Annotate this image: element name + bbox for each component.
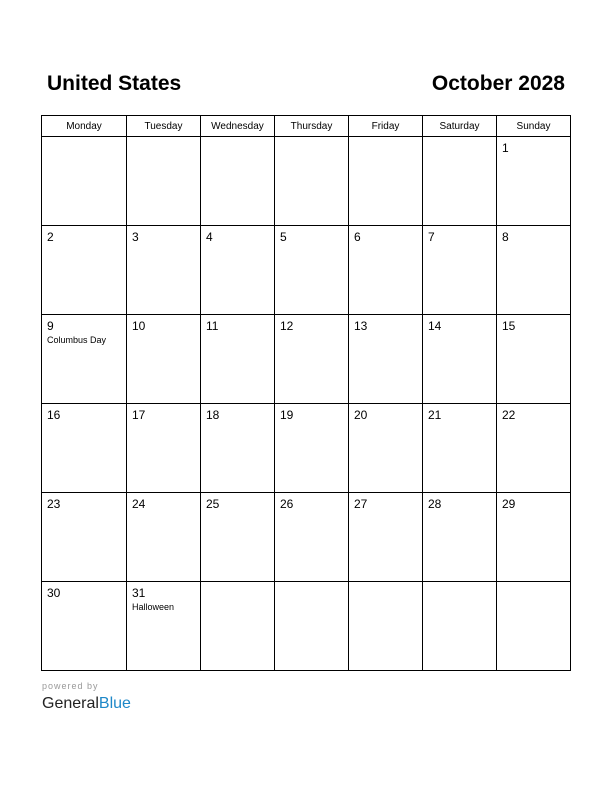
powered-by-label: powered by bbox=[42, 681, 99, 691]
day-cell bbox=[497, 582, 571, 671]
day-number: 18 bbox=[206, 408, 220, 422]
footer-branding bbox=[42, 681, 131, 714]
day-cell bbox=[275, 137, 349, 226]
day-cell bbox=[201, 493, 275, 582]
day-cell bbox=[349, 582, 423, 671]
weekday-header: Saturday bbox=[423, 116, 497, 137]
day-number: 6 bbox=[354, 230, 361, 244]
day-cell bbox=[423, 582, 497, 671]
week-row bbox=[42, 226, 571, 315]
day-cell bbox=[42, 582, 127, 671]
day-number: 9 bbox=[47, 319, 54, 333]
day-cell bbox=[275, 226, 349, 315]
day-cell bbox=[42, 137, 127, 226]
day-cell bbox=[201, 137, 275, 226]
day-number: 24 bbox=[132, 497, 146, 511]
week-row bbox=[42, 493, 571, 582]
day-cell bbox=[423, 137, 497, 226]
day-cell bbox=[127, 493, 201, 582]
weekday-header-row bbox=[42, 116, 571, 137]
day-cell bbox=[42, 226, 127, 315]
day-cell bbox=[423, 226, 497, 315]
brand-logo bbox=[42, 694, 131, 714]
day-number: 14 bbox=[428, 319, 442, 333]
day-number: 21 bbox=[428, 408, 442, 422]
holiday-label: Halloween bbox=[132, 602, 175, 612]
day-number: 3 bbox=[132, 230, 139, 244]
day-number: 20 bbox=[354, 408, 368, 422]
day-number: 23 bbox=[47, 497, 61, 511]
day-number: 28 bbox=[428, 497, 442, 511]
month-year-title: October 2028 bbox=[431, 72, 565, 95]
day-number: 11 bbox=[206, 319, 219, 333]
day-number: 30 bbox=[47, 586, 61, 600]
day-cell bbox=[42, 404, 127, 493]
day-cell bbox=[423, 493, 497, 582]
day-cell bbox=[423, 315, 497, 404]
day-number: 29 bbox=[502, 497, 516, 511]
day-number: 8 bbox=[502, 230, 509, 244]
country-title: United States bbox=[47, 72, 182, 95]
day-number: 1 bbox=[502, 141, 509, 155]
day-number: 2 bbox=[47, 230, 54, 244]
day-number: 12 bbox=[280, 319, 294, 333]
brand-name-part2: Blue bbox=[98, 695, 131, 712]
week-row bbox=[42, 315, 571, 404]
day-cell bbox=[42, 493, 127, 582]
holiday-label: Columbus Day bbox=[47, 335, 107, 345]
weekday-header: Tuesday bbox=[127, 116, 201, 137]
day-number: 7 bbox=[428, 230, 435, 244]
weekday-header: Friday bbox=[349, 116, 423, 137]
day-cell bbox=[42, 315, 127, 404]
weekday-header: Monday bbox=[42, 116, 127, 137]
day-cell bbox=[201, 315, 275, 404]
day-cell bbox=[127, 226, 201, 315]
day-cell bbox=[497, 315, 571, 404]
day-cell bbox=[127, 582, 201, 671]
day-number: 19 bbox=[280, 408, 294, 422]
brand-name-part1: General bbox=[42, 695, 99, 712]
day-number: 5 bbox=[280, 230, 287, 244]
day-cell bbox=[349, 493, 423, 582]
day-cell bbox=[275, 582, 349, 671]
day-number: 13 bbox=[354, 319, 368, 333]
day-cell bbox=[275, 493, 349, 582]
day-cell bbox=[127, 137, 201, 226]
weekday-header: Sunday bbox=[497, 116, 571, 137]
day-cell bbox=[497, 493, 571, 582]
day-cell bbox=[349, 404, 423, 493]
day-cell bbox=[349, 315, 423, 404]
day-number: 10 bbox=[132, 319, 146, 333]
day-cell bbox=[201, 404, 275, 493]
week-row bbox=[42, 404, 571, 493]
day-number: 15 bbox=[502, 319, 516, 333]
day-cell bbox=[201, 226, 275, 315]
day-cell bbox=[349, 137, 423, 226]
day-cell bbox=[127, 315, 201, 404]
day-cell bbox=[275, 404, 349, 493]
day-cell bbox=[497, 137, 571, 226]
day-number: 31 bbox=[132, 586, 146, 600]
day-cell bbox=[127, 404, 201, 493]
day-cell bbox=[497, 226, 571, 315]
day-number: 26 bbox=[280, 497, 294, 511]
week-row bbox=[42, 137, 571, 226]
day-cell bbox=[497, 404, 571, 493]
day-number: 4 bbox=[206, 230, 213, 244]
day-number: 22 bbox=[502, 408, 516, 422]
day-cell bbox=[275, 315, 349, 404]
day-cell bbox=[201, 582, 275, 671]
day-number: 17 bbox=[132, 408, 146, 422]
day-cell bbox=[349, 226, 423, 315]
calendar-grid bbox=[41, 115, 571, 671]
day-number: 16 bbox=[47, 408, 61, 422]
week-row bbox=[42, 582, 571, 671]
day-number: 25 bbox=[206, 497, 220, 511]
day-cell bbox=[423, 404, 497, 493]
weekday-header: Thursday bbox=[275, 116, 349, 137]
day-number: 27 bbox=[354, 497, 368, 511]
weekday-header: Wednesday bbox=[201, 116, 275, 137]
